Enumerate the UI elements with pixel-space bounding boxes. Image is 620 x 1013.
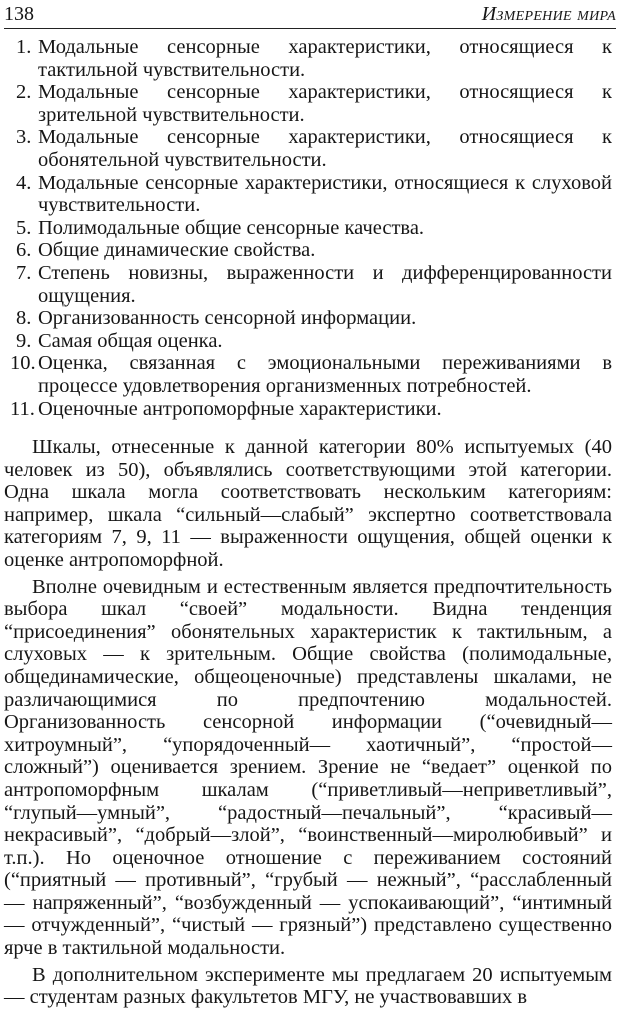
list-item-number: 7. (16, 261, 32, 284)
list-item-text: Модальные сенсорные характеристики, относящиеся к слуховой чувствительности. (38, 171, 612, 217)
list-item-number: 1. (16, 36, 32, 58)
list-item-text: Модальные сенсорные характеристики, относящиеся к обонятельной чувствительности. (38, 126, 612, 171)
list-item-number: 10. (10, 352, 36, 375)
list-item (16, 217, 612, 240)
list-item-text: Полимодальные общие сенсорные качества. (38, 216, 425, 239)
list-item-text: Модальные сенсорные характеристики, относящиеся к зрительной чувствительности. (38, 81, 612, 126)
list-item-number: 2. (16, 81, 32, 104)
list-item-text: Самая общая оценка. (38, 329, 223, 352)
list-item (16, 126, 612, 171)
paragraph: В дополнительном эксперименте мы предлагаем 20 испытуемым — студентам разных факультетов МГУ, не участвовавших в (4, 963, 612, 1009)
list-item-number: 4. (16, 171, 32, 194)
list-item-text: Общие динамические свойства. (38, 239, 316, 262)
list-item-number: 5. (16, 216, 32, 239)
list-item (16, 81, 612, 126)
list-item (16, 36, 612, 81)
list-item-text: Организованность сенсорной информации. (38, 307, 417, 330)
list-item-number: 6. (16, 239, 32, 262)
list-item-number: 11. (10, 397, 35, 420)
list-item (10, 352, 612, 397)
category-list (10, 36, 612, 420)
list-item-number: 9. (16, 329, 32, 352)
page-header (4, 0, 616, 29)
list-item (16, 239, 612, 262)
running-title: Измерение мира (481, 3, 616, 25)
list-item-text: Степень новизны, выраженности и дифференцированности ощущения. (38, 261, 612, 307)
paragraph: Шкалы, отнесенные к данной категории 80% испытуемых (40 человек из 50), объявлялись соответствующими этой категории. Одна шкала могла соответствовать нескольким категориям: например, шкала “сильный—слабый” экспертно соответствовала категориям 7, 9, 11 — выраженности ощущения, общей оценки к оценке антропоморфной. (4, 436, 612, 571)
list-item-text: Оценка, связанная с эмоциональными переживаниями в процессе удовлетворения организменных потребностей. (38, 352, 612, 397)
paragraph: Вполне очевидным и естественным является предпочтительность выбора шкал “своей” модальности. Видна тенденция “присоединения” обонятельных характеристик к тактильным, а слуховых — к зрительным. Общие свойства (полимодальные, общединамические, общеоценочные) представлены шкалами, не различающимися по предпочтению модальностей. Организованность сенсорной информации (“очевидный— хитроумный”, “упорядоченный— хаотичный”, “простой—сложный”) оценивается зрением. Зрение не “ведает” оценкой по антропоморфным шкалам (“приветливый—неприветливый”, “глупый—умный”, “радостный—печальный”, “красивый—некрасивый”, “добрый—злой”, “воинственный—миролюбивый” и т.п.). Но оценочное отношение с переживанием состояний (“приятный — противный”, “грубый — нежный”, “расслабленный — напряженный”, “возбужденный — успокаивающий”, “интимный — отчужденный”, “чистый — грязный”) представлено существенно ярче в тактильной модальности. (4, 575, 612, 960)
list-item (10, 397, 612, 421)
body-text (4, 436, 612, 1013)
page-number: 138 (4, 3, 34, 25)
list-item (16, 262, 612, 307)
list-item (16, 307, 612, 330)
list-item-text: Модальные сенсорные характеристики, относящиеся к тактильной чувствительности. (38, 36, 612, 81)
list-item-text: Оценочные антропоморфные характеристики. (38, 397, 442, 420)
list-item (16, 330, 612, 353)
list-item (16, 172, 612, 217)
list-item-number: 8. (16, 307, 32, 330)
list-item-number: 3. (16, 126, 32, 149)
